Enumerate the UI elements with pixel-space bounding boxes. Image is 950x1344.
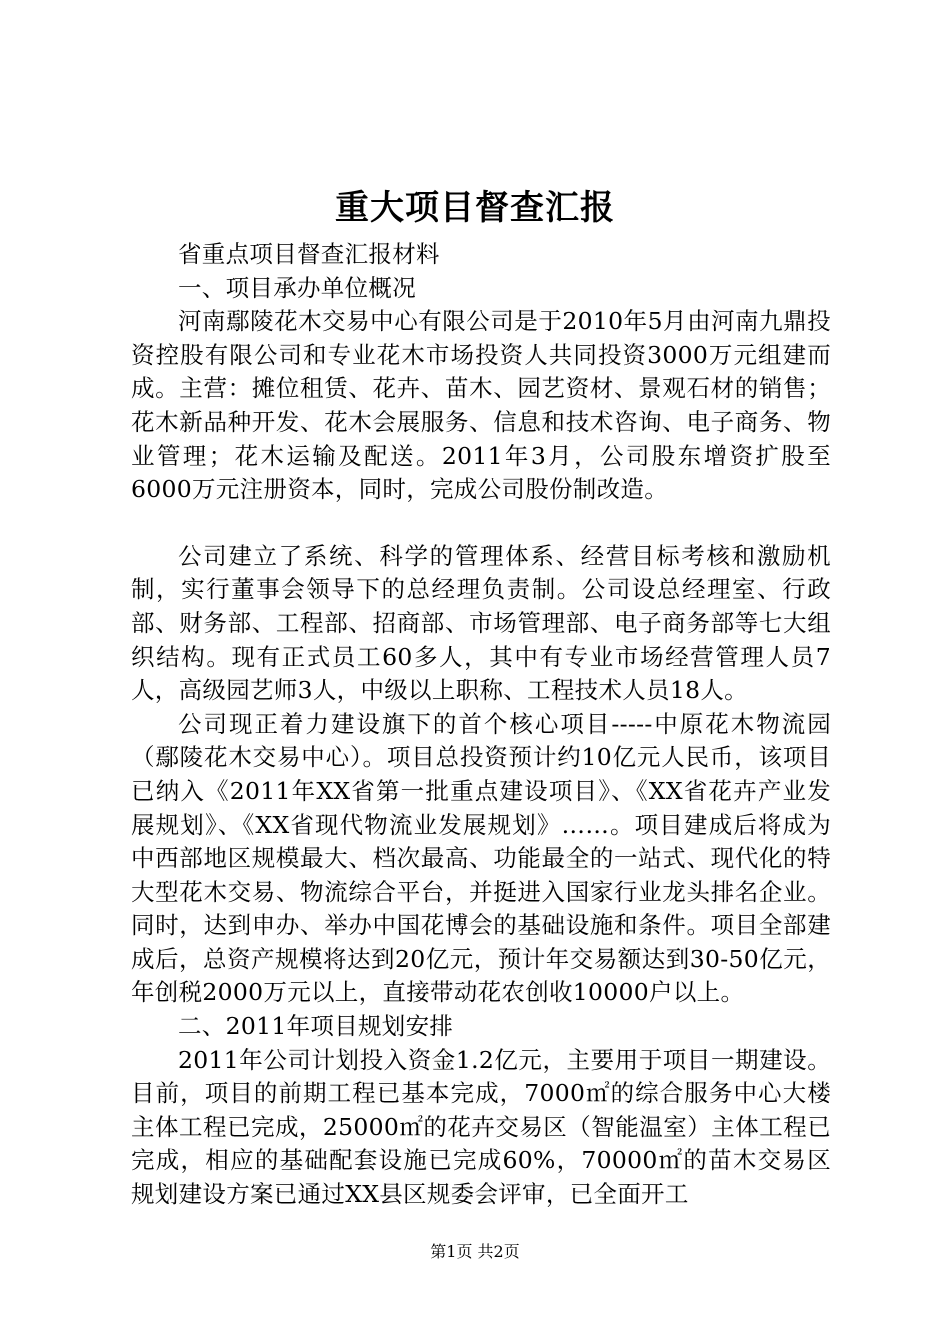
paragraph-plan-2011: 2011年公司计划投入资金1.2亿元，主要用于项目一期建设。目前，项目的前期工程已基本完成，7000㎡的综合服务中心大楼主体工程已完成，25000㎡的花卉交易区（智能温室）主体工程已完成，相应的基础配套设施已完成60%，70000㎡的苗木交易区规划建设方案已通过XX县区规委会评审，已全面开工 — [131, 1045, 831, 1209]
document-title: 重大项目督查汇报 — [335, 188, 615, 228]
paragraph-management: 公司建立了系统、科学的管理体系、经营目标考核和激励机制，实行董事会领导下的总经理负责制。公司设总经理室、行政部、财务部、工程部、招商部、市场管理部、电子商务部等七大组织结构。现有正式员工60多人，其中有专业市场经营管理人员7人，高级园艺师3人，中级以上职称、工程技术人员18人。 — [131, 541, 831, 705]
paragraph-core-project: 公司现正着力建设旗下的首个核心项目-----中原花木物流园（鄢陵花木交易中心）。项目总投资预计约10亿元人民币，该项目已纳入《2011年XX省第一批重点建设项目》、《XX省花卉产业发展规划》、《XX省现代物流业发展规划》……。项目建成后将成为中西部地区规模最大、档次最高、功能最全的一站式、现代化的特大型花木交易、物流综合平台，并挺进入国家行业龙头排名企业。同时，达到申办、举办中国花博会的基础设施和条件。项目全部建成后，总资产规模将达到20亿元，预计年交易额达到30-50亿元，年创税2000万元以上，直接带动花农创收10000户以上。 — [131, 709, 831, 1007]
paragraph-company-overview: 河南鄢陵花木交易中心有限公司是于2010年5月由河南九鼎投资控股有限公司和专业花木市场投资人共同投资3000万元组建而成。主营：摊位租赁、花卉、苗木、园艺资材、景观石材的销售；花木新品种开发、花木会展服务、信息和技术咨询、电子商务、物业管理；花木运输及配送。2011年3月，公司股东增资扩股至6000万元注册资本，同时，完成公司股份制改造。 — [131, 307, 831, 504]
page-footer: 第1页 共2页 — [430, 1242, 520, 1261]
paragraph-spacer — [131, 507, 831, 540]
document-body — [131, 238, 831, 1212]
paragraph-heading-2: 二、2011年项目规划安排 — [178, 1012, 454, 1041]
paragraph-heading-1: 一、项目承办单位概况 — [178, 273, 416, 302]
paragraph-subtitle: 省重点项目督查汇报材料 — [178, 240, 440, 268]
